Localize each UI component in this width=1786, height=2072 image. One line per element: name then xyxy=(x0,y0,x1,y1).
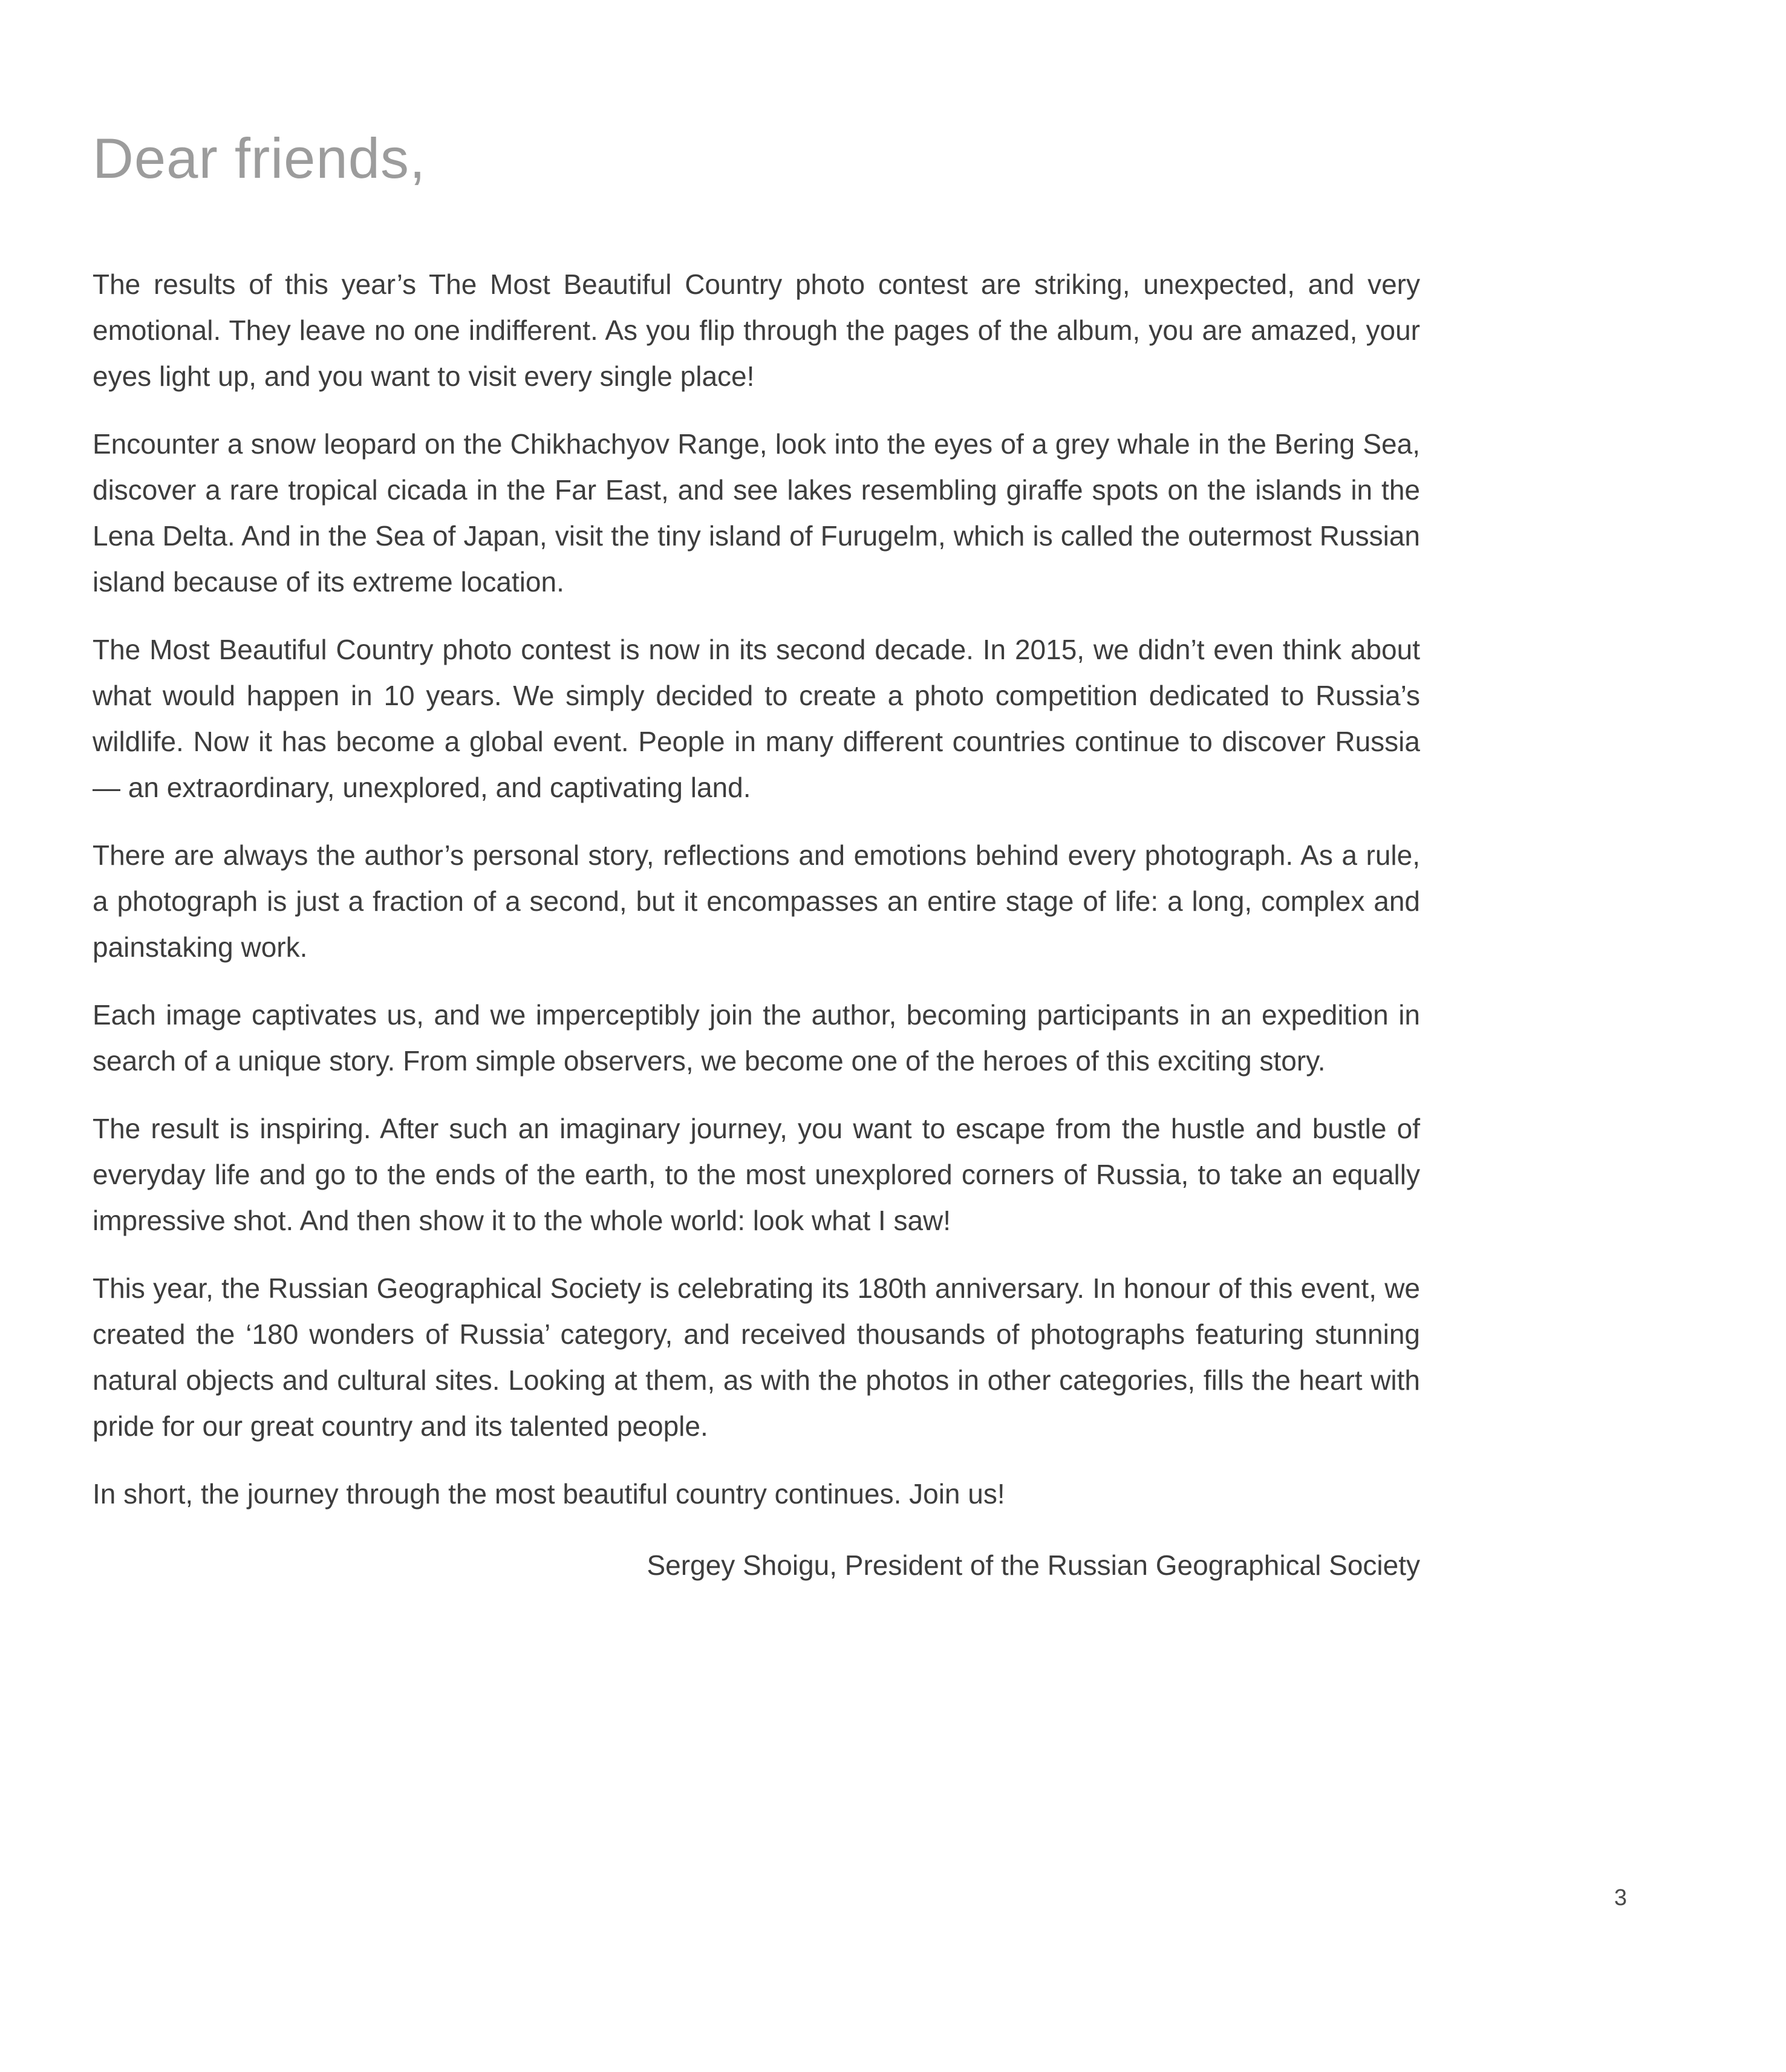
paragraph-results: The results of this year’s The Most Beautiful Country photo contest are striking, unexpected, and very emotional. They leave no one indifferent. As you flip through the pages of the album, you are amazed, your eyes light up, and you want to visit every single place! xyxy=(93,269,1420,393)
paragraph-join-us: In short, the journey through the most beautiful country continues. Join us! xyxy=(93,1478,1005,1510)
paragraph-each-image: Each image captivates us, and we imperceptibly join the author, becoming participants in an expedition in search of a unique story. From simple observers, we become one of the heroes of this exciting story. xyxy=(93,999,1420,1077)
paragraph-result-inspiring: The result is inspiring. After such an imaginary journey, you want to escape from the hustle and bustle of everyday life and go to the ends of the earth, to the most unexplored corners of Russia, to take an equally impressive shot. And then show it to the whole world: look what I saw! xyxy=(93,1113,1420,1237)
page-number: 3 xyxy=(1614,1885,1627,1911)
signature-line: Sergey Shoigu, President of the Russian Geographical Society xyxy=(647,1549,1420,1582)
page-title: Dear friends, xyxy=(93,126,426,190)
paragraph-personal-story: There are always the author’s personal story, reflections and emotions behind every photograph. As a rule, a photograph is just a fraction of a second, but it encompasses an entire stage of life: a long, complex and painstaking work. xyxy=(93,839,1420,963)
paragraph-encounter: Encounter a snow leopard on the Chikhachyov Range, look into the eyes of a grey whale in the Bering Sea, discover a rare tropical cicada in the Far East, and see lakes resembling giraffe spots on the islands in the Lena Delta. And in the Sea of Japan, visit the tiny island of Furugelm, which is called the outermost Russian island because of its extreme location. xyxy=(93,428,1420,598)
paragraph-second-decade: The Most Beautiful Country photo contest is now in its second decade. In 2015, we didn’t even think about what would happen in 10 years. We simply decided to create a photo competition dedicated to Russia’s wildlife. Now it has become a global event. People in many different countries continue to discover Russia — an extraordinary, unexplored, and captivating land. xyxy=(93,634,1420,804)
paragraph-anniversary: This year, the Russian Geographical Society is celebrating its 180th anniversary. In honour of this event, we created the ‘180 wonders of Russia’ category, and received thousands of photographs featuring stunning natural objects and cultural sites. Looking at them, as with the photos in other categories, fills the heart with pride for our great country and its talented people. xyxy=(93,1272,1420,1442)
text-column xyxy=(93,126,1420,1588)
